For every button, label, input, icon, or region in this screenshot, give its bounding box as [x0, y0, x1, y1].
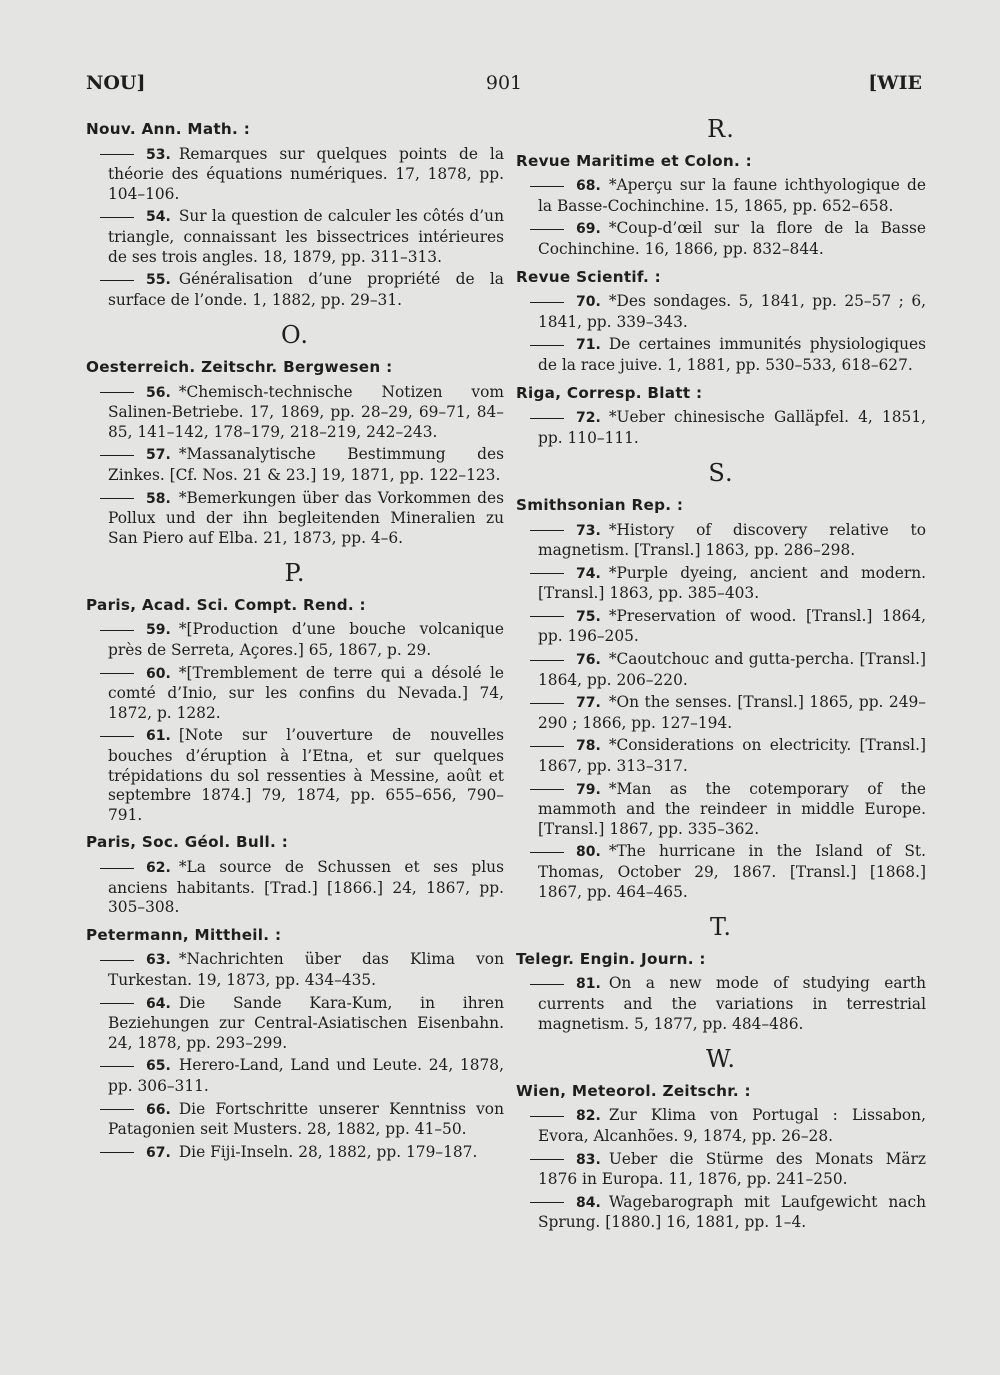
author-repeat-rule	[530, 703, 564, 704]
entry-citation: Die Sande Kara-Kum, in ihren Beziehungen zur Central-Asiatischen Eisenbahn. 24, 1878, pp. 293–299.	[108, 993, 504, 1052]
journal-heading: Riga, Corresp. Blatt :	[516, 383, 703, 402]
entry-number: 54.	[146, 209, 171, 226]
author-repeat-rule	[530, 746, 564, 747]
author-repeat-rule	[100, 1152, 134, 1153]
author-repeat-rule	[100, 455, 134, 456]
author-repeat-rule	[530, 186, 564, 187]
journal-heading: Revue Scientif. :	[516, 267, 662, 286]
entry-number: 73.	[576, 522, 601, 539]
entry-number: 66.	[146, 1101, 171, 1118]
catalogue-entry	[516, 564, 926, 604]
journal-heading: Wien, Meteorol. Zeitschr. :	[516, 1081, 751, 1100]
entry-number: 71.	[576, 337, 601, 354]
author-repeat-rule	[100, 1003, 134, 1004]
left-column	[86, 120, 504, 1166]
section-letter: W.	[705, 1045, 737, 1074]
entry-citation: On a new mode of studying earth currents and the variations in terrestrial magnetism. 5, 1877, pp. 484–486.	[538, 974, 926, 1033]
entry-number: 81.	[576, 976, 601, 993]
entry-number: 53.	[146, 146, 171, 163]
author-repeat-rule	[100, 217, 134, 218]
journal-heading: Revue Maritime et Colon. :	[516, 151, 753, 170]
entry-number: 69.	[576, 221, 601, 238]
catalogue-entry	[86, 1100, 504, 1140]
catalogue-entry	[516, 521, 926, 561]
author-repeat-rule	[530, 1116, 564, 1117]
entry-citation: *Bemerkungen über das Vorkommen des Pollux und der ihn begleitenden Mineralien zu San Piero auf Elba. 21, 1873, pp. 4–6.	[108, 488, 504, 547]
author-repeat-rule	[530, 984, 564, 985]
entry-number: 61.	[146, 728, 171, 745]
author-repeat-rule	[100, 1066, 134, 1067]
author-repeat-rule	[530, 1202, 564, 1203]
catalogue-entry	[86, 145, 504, 205]
author-repeat-rule	[530, 345, 564, 346]
entry-citation: *Coup-d’œil sur la flore de la Basse Cochinchine. 16, 1866, pp. 832–844.	[538, 219, 926, 258]
catalogue-entry	[86, 664, 504, 724]
catalogue-entry	[86, 994, 504, 1054]
entry-number: 62.	[146, 860, 171, 876]
entry-citation: *History of discovery relative to magnetism. [Transl.] 1863, pp. 286–298.	[538, 520, 926, 560]
entry-number: 55.	[146, 272, 171, 289]
catalogue-entry	[86, 1143, 504, 1164]
entry-citation: *Aperçu sur la faune ichthyologique de la Basse-Cochinchine. 15, 1865, pp. 652–658.	[538, 176, 926, 215]
entry-citation: *[Tremblement de terre qui a désolé le comté d’Inio, sur les confins du Nevada.] 74, 1872, p. 1282.	[108, 663, 504, 722]
catalogue-entry	[516, 1106, 926, 1146]
author-repeat-rule	[530, 229, 564, 230]
author-repeat-rule	[530, 1159, 564, 1160]
catalogue-entry	[86, 950, 504, 990]
catalogue-entry	[516, 607, 926, 647]
entry-citation: Généralisation d’une propriété de la surface de l’onde. 1, 1882, pp. 29–31.	[108, 270, 504, 309]
entry-number: 84.	[576, 1194, 601, 1211]
catalogue-entry	[516, 176, 926, 216]
entry-number: 70.	[576, 294, 601, 311]
entry-citation: Sur la question de calculer les côtés d’un triangle, connaissant les bissectrices intérieures de ses trois angles. 18, 1879, pp. 311–313.	[108, 207, 504, 266]
entry-citation: De certaines immunités physiologiques de la race juive. 1, 1881, pp. 530–533, 618–627.	[538, 335, 926, 374]
journal-heading: Oesterreich. Zeitschr. Bergwesen :	[86, 357, 393, 376]
catalogue-entry	[516, 693, 926, 733]
entry-number: 72.	[576, 410, 601, 427]
entry-citation: *On the senses. [Transl.] 1865, pp. 249–290 ; 1866, pp. 127–194.	[538, 693, 926, 732]
entry-citation: *La source de Schussen et ses plus anciens habitants. [Trad.] [1866.] 24, 1867, pp. 305–308.	[108, 858, 504, 917]
catalogue-entry	[86, 489, 504, 549]
catalogue-entry	[516, 974, 926, 1034]
author-repeat-rule	[100, 280, 134, 281]
journal-heading: Telegr. Engin. Journ. :	[516, 949, 706, 968]
catalogue-entry	[516, 292, 926, 332]
entry-citation: Ueber die Stürme des Monats März 1876 in Europa. 11, 1876, pp. 241–250.	[538, 1149, 926, 1189]
running-header	[86, 72, 922, 102]
catalogue-entry	[86, 207, 504, 267]
entry-citation: Zur Klima von Portugal : Lissabon, Evora, Alcanhões. 9, 1874, pp. 26–28.	[538, 1106, 926, 1145]
entry-number: 74.	[576, 565, 601, 582]
entry-number: 68.	[576, 178, 601, 195]
entry-citation: Die Fiji-Inseln. 28, 1882, pp. 179–187.	[178, 1142, 478, 1161]
author-repeat-rule	[100, 498, 134, 499]
author-repeat-rule	[100, 1109, 134, 1110]
catalogue-entry	[516, 1150, 926, 1190]
author-repeat-rule	[530, 530, 564, 531]
entry-number: 65.	[146, 1058, 171, 1075]
header-range-start: NOU]	[86, 72, 146, 94]
entry-number: 57.	[146, 447, 171, 464]
entry-citation: *Nachrichten über das Klima von Turkestan. 19, 1873, pp. 434–435.	[108, 950, 504, 989]
journal-heading: Paris, Soc. Géol. Bull. :	[86, 833, 289, 852]
entry-citation: [Note sur l’ouverture de nouvelles bouches d’éruption à l’Etna, et sur quelques trépidations du sol ressenties à Messine, août et septembre 1874.] 79, 1874, pp. 655–656, 790–791.	[108, 726, 504, 824]
entry-citation: *Massanalytische Bestimmung des Zinkes. [Cf. Nos. 21 & 23.] 19, 1871, pp. 122–123.	[108, 445, 504, 484]
entry-number: 64.	[146, 995, 171, 1012]
entry-citation: Herero-Land, Land und Leute. 24, 1878, pp. 306–311.	[108, 1056, 504, 1095]
catalogue-entry	[516, 1193, 926, 1233]
catalogue-entry	[516, 650, 926, 690]
catalogue-entry	[516, 736, 926, 776]
author-repeat-rule	[100, 392, 134, 393]
author-repeat-rule	[100, 630, 134, 631]
entry-citation: *[Production d’une bouche volcanique près de Serreta, Açores.] 65, 1867, p. 29.	[108, 620, 504, 660]
journal-heading: Nouv. Ann. Math. :	[86, 120, 251, 138]
entry-number: 83.	[576, 1151, 601, 1168]
author-repeat-rule	[530, 616, 564, 617]
entry-number: 63.	[146, 952, 171, 969]
author-repeat-rule	[100, 673, 134, 674]
entry-citation: *The hurricane in the Island of St. Thomas, October 29, 1867. [Transl.] [1868.] 1867, pp. 464–465.	[538, 842, 926, 901]
journal-heading: Petermann, Mittheil. :	[86, 925, 282, 944]
author-repeat-rule	[100, 154, 134, 155]
author-repeat-rule	[100, 960, 134, 961]
catalogue-entry	[516, 842, 926, 902]
entry-citation: *Chemisch-technische Notizen vom Salinen-Betriebe. 17, 1869, pp. 28–29, 69–71, 84–85, 141–142, 178–179, 218–219, 242–243.	[108, 382, 504, 441]
entry-number: 82.	[576, 1108, 601, 1125]
author-repeat-rule	[530, 302, 564, 303]
entry-number: 77.	[576, 695, 601, 712]
catalogue-entry	[86, 620, 504, 660]
journal-heading: Smithsonian Rep. :	[516, 495, 684, 514]
catalogue-entry	[86, 1056, 504, 1096]
section-letter: T.	[709, 913, 733, 942]
entry-citation: *Purple dyeing, ancient and modern. [Transl.] 1863, pp. 385–403.	[538, 563, 926, 603]
entry-citation: Wagebarograph mit Laufgewicht nach Sprung. [1880.] 16, 1881, pp. 1–4.	[538, 1192, 926, 1232]
entry-number: 75.	[576, 608, 601, 625]
catalogue-entry	[86, 445, 504, 485]
catalogue-entry	[86, 383, 504, 443]
catalogue-entry	[516, 335, 926, 375]
author-repeat-rule	[530, 852, 564, 853]
section-letter: O.	[281, 321, 309, 350]
entry-number: 58.	[146, 490, 171, 507]
entry-number: 78.	[576, 738, 601, 755]
entry-citation: Remarques sur quelques points de la théorie des équations numériques. 17, 1878, pp. 104–106.	[108, 144, 504, 203]
catalogue-entry	[86, 858, 504, 918]
author-repeat-rule	[530, 789, 564, 790]
entry-number: 60.	[146, 665, 171, 682]
page-number: 901	[485, 72, 523, 94]
catalogue-entry	[86, 726, 504, 825]
entry-citation: *Des sondages. 5, 1841, pp. 25–57 ; 6, 1841, pp. 339–343.	[538, 292, 926, 331]
author-repeat-rule	[530, 418, 564, 419]
entry-number: 59.	[146, 622, 171, 639]
entry-citation: *Preservation of wood. [Transl.] 1864, pp. 196–205.	[538, 606, 926, 646]
entry-number: 67.	[146, 1144, 171, 1161]
entry-citation: *Considerations on electricity. [Transl.] 1867, pp. 313–317.	[538, 736, 926, 776]
author-repeat-rule	[530, 573, 564, 574]
catalogue-entry	[516, 219, 926, 259]
entry-citation: *Ueber chinesische Galläpfel. 4, 1851, pp. 110–111.	[538, 408, 926, 447]
entry-citation: *Man as the cotemporary of the mammoth and the reindeer in middle Europe. [Transl.] 1867, pp. 335–362.	[538, 779, 926, 838]
catalogue-entry	[516, 408, 926, 448]
author-repeat-rule	[100, 868, 134, 869]
section-letter: R.	[707, 115, 735, 143]
entry-citation: Die Fortschritte unserer Kenntniss von Patagonien seit Musters. 28, 1882, pp. 41–50.	[108, 1099, 504, 1139]
catalogue-entry	[86, 270, 504, 310]
catalogue-entry	[516, 780, 926, 840]
section-letter: P.	[284, 559, 306, 588]
entry-citation: *Caoutchouc and gutta-percha. [Transl.] 1864, pp. 206–220.	[538, 650, 926, 689]
entry-number: 79.	[576, 781, 601, 798]
header-range-end: [WIE	[868, 72, 922, 94]
journal-heading: Paris, Acad. Sci. Compt. Rend. :	[86, 595, 366, 614]
author-repeat-rule	[530, 660, 564, 661]
section-letter: S.	[708, 459, 734, 488]
author-repeat-rule	[100, 736, 134, 737]
right-column	[516, 115, 926, 1236]
entry-number: 56.	[146, 384, 171, 401]
entry-number: 76.	[576, 652, 601, 669]
entry-number: 80.	[576, 844, 601, 861]
